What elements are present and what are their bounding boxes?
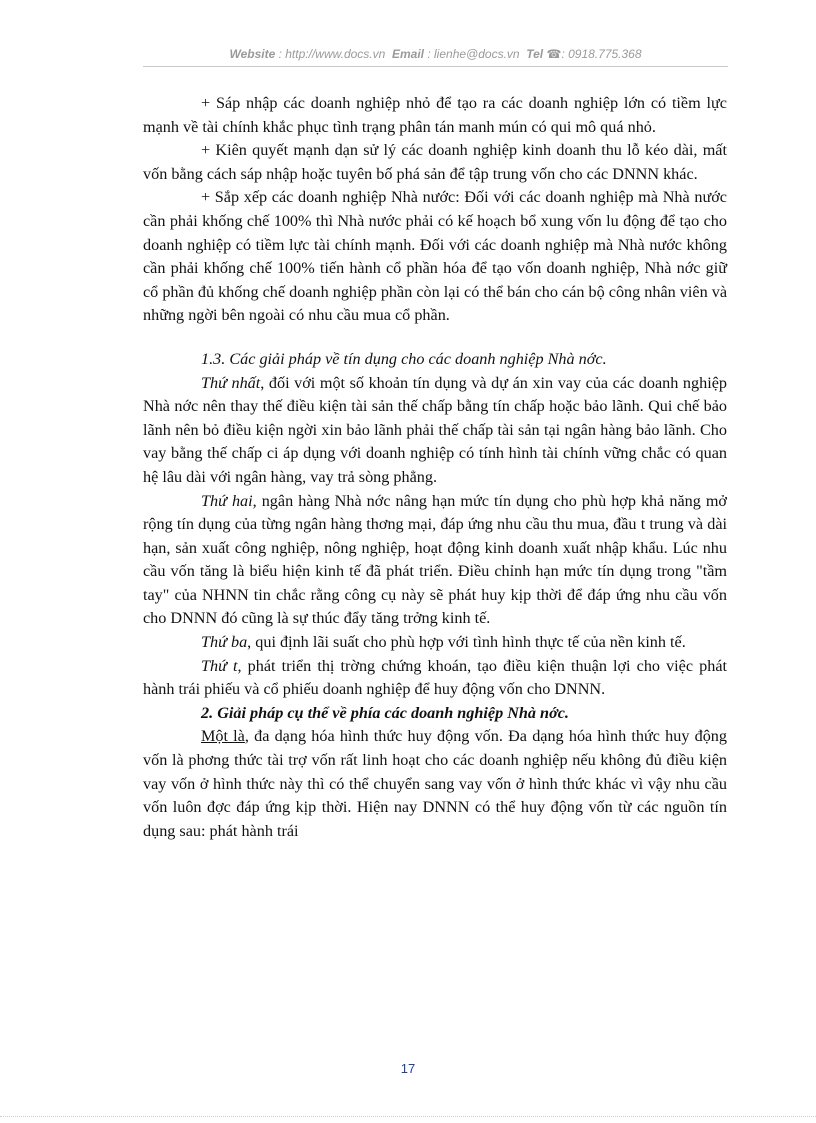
document-body — [143, 92, 727, 843]
email-value[interactable]: : lienhe@docs.vn — [427, 47, 520, 61]
paragraph: + Sắp xếp các doanh nghiệp Nhà nước: Đối với các doanh nghiệp mà Nhà nước cần phải khống chế 100% thì Nhà nước phải có kế hoạch bổ xung vốn lu động để tạo cho doanh nghiệp có tiềm lực tài chính mạnh. Đối với các doanh nghiệp mà Nhà nước không cần phải khống chế 100% tiến hành cổ phần hóa để tạo vốn doanh nghiệp, Nhà nớc giữ cổ phần đủ khống chế doanh nghiệp phần còn lại có thể bán cho cán bộ công nhân viên và những ngời bên ngoài có nhu cầu mua cổ phần. — [143, 188, 727, 325]
page-header — [143, 47, 728, 61]
paragraph: + Sáp nhập các doanh nghiệp nhỏ để tạo ra các doanh nghiệp lớn có tiềm lực mạnh về tài chính khắc phục tình trạng phân tán manh mún có qui mô quá nhỏ. — [143, 94, 727, 136]
paragraph — [143, 725, 727, 843]
lead-term: Thứ hai — [201, 491, 253, 510]
paragraph-text: , phát triển thị trờng chứng khoán, tạo điều kiện thuận lợi cho việc phát hành trái phiếu và cổ phiếu doanh nghiệp để huy động vốn cho DNNN. — [143, 656, 727, 699]
header-divider — [143, 66, 728, 67]
paragraph-text: , đa dạng hóa hình thức huy động vốn. Đa dạng hóa hình thức huy động vốn là phơng thức tài trợ vốn rất linh hoạt cho các doanh nghiệp nếu không đủ điều kiện vay vốn ở hình thức này thì có thể chuyển sang vay vốn ở hình thức khác vì vậy nhu cầu vốn luôn đợc đáp ứng kịp thời. Hiện nay DNNN có thể huy động vốn từ các nguồn tín dụng sau: phát hành trái — [143, 727, 727, 840]
paragraph-text: , đối với một số khoản tín dụng và dự án xin vay của các doanh nghiệp Nhà nớc nên thay thế điều kiện tài sản thế chấp bằng tín chấp hoặc bảo lãnh. Qui chế bảo lãnh nên bỏ điều kiện ngời xin bảo lãnh phải thế chấp tài sản tại ngân hàng bảo lãnh. Cho vay bằng thế chấp ci áp dụng với doanh nghiệp có tính hình tài chính vững chắc có quan hệ lâu dài với ngân hàng, vay trả sòng phẳng. — [143, 373, 727, 486]
lead-term: Thứ ba — [201, 633, 248, 652]
lead-term: Thứ nhất — [201, 373, 261, 392]
paragraph: + Kiên quyết mạnh dạn sử lý các doanh nghiệp kinh doanh thu lỗ kéo dài, mất vốn bằng cách sáp nhập hoặc tuyên bố phá sản để tập trung vốn cho các DNNN khác. — [143, 141, 727, 183]
paragraph — [143, 490, 727, 632]
paragraph-text: , qui định lãi suất cho phù hợp với tình hình thực tế của nền kinh tế. — [247, 633, 686, 652]
website-label: Website — [229, 47, 276, 61]
paragraph — [143, 631, 727, 655]
paragraph — [143, 655, 727, 702]
tel-value: ☎: 0918.775.368 — [546, 47, 642, 61]
footer-divider — [0, 1116, 816, 1117]
website-url[interactable]: : http://www.docs.vn — [278, 47, 386, 61]
paragraph-text: , ngân hàng Nhà nớc nâng hạn mức tín dụng cho phù hợp khả năng mở rộng tín dụng của từng ngân hàng thơng mại, đáp ứng nhu cầu thu mua, đầu t trung và dài hạn, sản xuất công nghiệp, nông nghiệp, hoạt động kinh doanh xuất nhập khẩu. Lúc nhu cầu vốn tăng là biểu hiện kinh tế đã phát triển. Điều chỉnh hạn mức tín dụng trong "tầm tay" của NHNN tin chắc rằng công cụ này sẽ phát huy kịp thời để đáp ứng nhu cầu vốn cho DNNN đó cũng là sự thúc đẩy tăng trởng kinh tế. — [143, 491, 727, 628]
email-label: Email — [391, 47, 424, 61]
tel-label: Tel — [526, 47, 544, 61]
paragraph — [143, 372, 727, 490]
section-heading-2: 2. Giải pháp cụ thể về phía các doanh nghiệp Nhà nớc. — [201, 703, 569, 722]
page-number: 17 — [400, 1061, 416, 1076]
lead-term: Một là — [201, 727, 245, 746]
lead-term: Thứ t — [201, 656, 238, 675]
section-heading-1-3: 1.3. Các giải pháp về tín dụng cho các doanh nghiệp Nhà nớc. — [201, 349, 607, 368]
